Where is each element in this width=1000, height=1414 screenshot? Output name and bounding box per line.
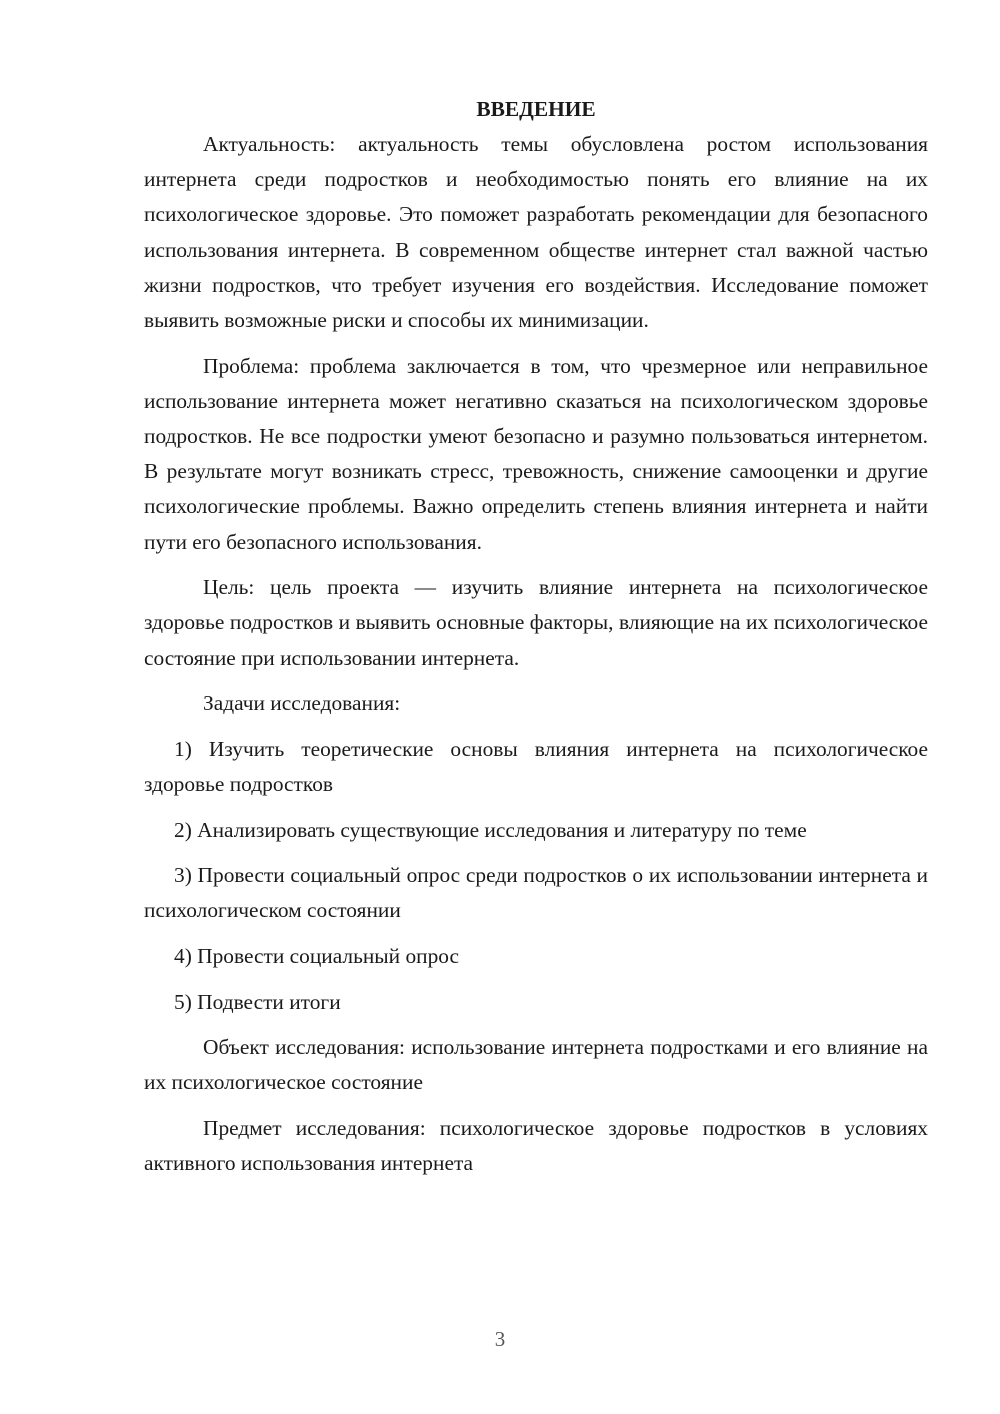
task-item-1: 1) Изучить теоретические основы влияния интернета на психологическое здоровье подростков — [144, 736, 928, 797]
problem-paragraph: Проблема: проблема заключается в том, что чрезмерное или неправильное использование интернета может негативно сказаться на психологическом здоровье подростков. Не все подростки умеют безопасно и разумно пользоваться интернетом. В результате могут возникать стресс, тревожность, снижение самооценки и другие психологические проблемы. Важно определить степень влияния интернета и найти пути его безопасного использования. — [144, 353, 928, 554]
object-paragraph: Объект исследования: использование интернета подростками и его влияние на их психологическое состояние — [144, 1035, 928, 1095]
task-item-3: 3) Провести социальный опрос среди подростков о их использовании интернета и психологическом состоянии — [144, 863, 928, 923]
page-number: 3 — [494, 1327, 506, 1351]
subject-paragraph: Предмет исследования: психологическое здоровье подростков в условиях активного использования интернета — [144, 1115, 928, 1176]
section-heading: ВВЕДЕНИЕ — [476, 97, 596, 121]
task-item-4: 4) Провести социальный опрос — [174, 944, 460, 968]
task-item-5: 5) Подвести итоги — [174, 989, 341, 1014]
document-page — [144, 92, 928, 1181]
tasks-heading: Задачи исследования: — [203, 691, 401, 716]
goal-paragraph: Цель: цель проекта — изучить влияние интернета на психологическое здоровье подростков и выявить основные факторы, влияющие на их психологическое состояние при использовании интернета. — [144, 575, 928, 670]
relevance-paragraph: Актуальность: актуальность темы обусловлена ростом использования интернета среди подростков и необходимостью понять его влияние на их психологическое здоровье. Это поможет разработать рекомендации для безопасного использования интернета. В современном обществе интернет стал важной частью жизни подростков, что требует изучения его воздействия. Исследование поможет выявить возможные риски и способы их минимизации. — [144, 132, 928, 333]
task-item-2: 2) Анализировать существующие исследования и литературу по теме — [174, 817, 807, 842]
